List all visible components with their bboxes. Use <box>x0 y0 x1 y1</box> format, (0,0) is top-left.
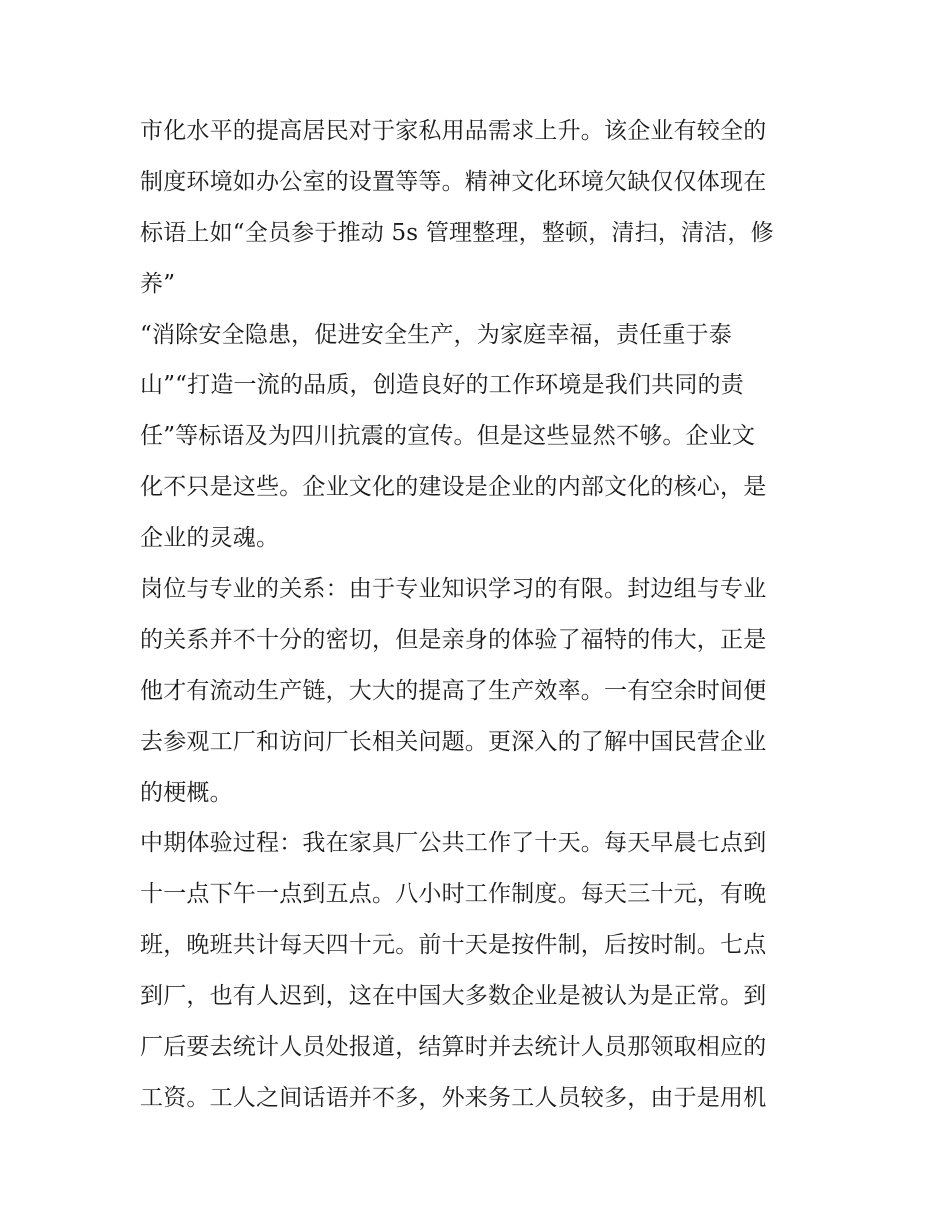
body-text <box>140 106 820 1124</box>
text-line: 标语上如“全员参于推动 5s 管理整理，整顿，清扫，清洁，修 <box>140 219 774 246</box>
text-line: 制度环境如办公室的设置等等。精神文化环境欠缺仅仅体现在 <box>140 168 767 195</box>
text-line: 山”“打造一流的品质，创造良好的工作环境是我们共同的责 <box>140 372 744 399</box>
text-line: 工资。工人之间话语并不多，外来务工人员较多，由于是用机 <box>140 1084 767 1111</box>
text-line: 班，晚班共计每天四十元。前十天是按件制，后按时制。七点 <box>140 932 767 959</box>
text-line: 的关系并不十分的密切，但是亲身的体验了福特的伟大，正是 <box>140 626 767 653</box>
text-line: 他才有流动生产链，大大的提高了生产效率。一有空余时间便 <box>140 677 767 704</box>
text-line: “消除安全隐患，促进安全生产，为家庭幸福，责任重于泰 <box>140 321 732 348</box>
text-line: 养” <box>140 270 176 297</box>
text-line: 任”等标语及为四川抗震的宣传。但是这些显然不够。企业文 <box>140 423 756 450</box>
text-line: 十一点下午一点到五点。八小时工作制度。每天三十元，有晚 <box>140 881 767 908</box>
text-line: 到厂，也有人迟到，这在中国大多数企业是被认为是正常。到 <box>140 983 767 1010</box>
text-line: 中期体验过程：我在家具厂公共工作了十天。每天早晨七点到 <box>140 830 767 857</box>
text-line: 岗位与专业的关系：由于专业知识学习的有限。封边组与专业 <box>140 576 767 603</box>
text-line: 的梗概。 <box>140 779 233 806</box>
text-line: 市化水平的提高居民对于家私用品需求上升。该企业有较全的 <box>140 118 767 144</box>
text-line: 去参观工厂和访问厂长相关问题。更深入的了解中国民营企业 <box>140 728 767 755</box>
text-line: 企业的灵魂。 <box>140 525 280 552</box>
text-line: 厂后要去统计人员处报道，结算时并去统计人员那领取相应的 <box>140 1034 767 1061</box>
text-line: 化不只是这些。企业文化的建设是企业的内部文化的核心，是 <box>140 474 767 501</box>
